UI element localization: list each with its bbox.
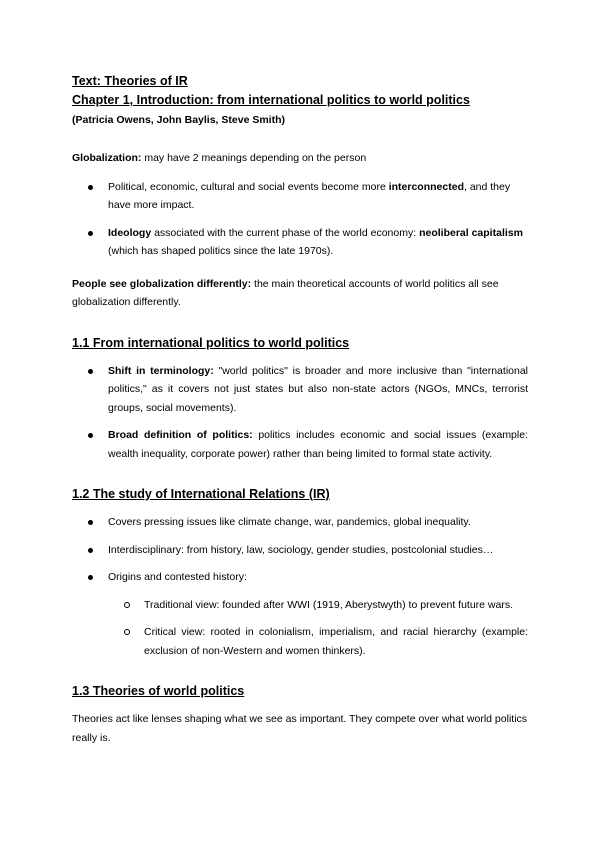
bullet-dot-icon bbox=[88, 369, 93, 374]
bullet-dot-icon bbox=[88, 433, 93, 438]
sub-list-item bbox=[108, 596, 528, 615]
list-item bbox=[72, 541, 528, 560]
bullet-text: "world politics" is broader and more inclusive than "international politics," as it covers not just states but also non-state actors (NGOs, MNCs, terrorist groups, social movements). bbox=[108, 364, 529, 414]
bullet-text: Origins and contested history: bbox=[108, 571, 247, 583]
bullet-dot-icon bbox=[88, 548, 93, 553]
authors-line: (Patricia Owens, John Baylis, Steve Smith) bbox=[72, 114, 285, 126]
bullet-text: associated with the current phase of the world economy: bbox=[151, 226, 420, 239]
people-see-paragraph bbox=[72, 275, 528, 312]
bullet-bold-text: Shift in terminology: bbox=[108, 364, 214, 377]
globalization-text: may have 2 meanings depending on the person bbox=[141, 152, 367, 164]
bullet-text: Interdisciplinary: from history, law, sociology, gender studies, postcolonial studies… bbox=[108, 543, 494, 556]
bullet-bold-text: neoliberal capitalism bbox=[419, 226, 523, 239]
section-1-1-bullet-list bbox=[72, 362, 528, 464]
section-heading-1-3: 1.3 Theories of world politics bbox=[72, 684, 245, 698]
text-title: Text: Theories of IR bbox=[72, 74, 188, 88]
globalization-bullet-list bbox=[72, 178, 528, 261]
bullet-dot-icon bbox=[88, 231, 93, 236]
list-item bbox=[72, 513, 528, 532]
globalization-paragraph bbox=[72, 149, 528, 168]
list-item bbox=[72, 224, 528, 261]
section-heading-1-2: 1.2 The study of International Relations (IR) bbox=[72, 487, 330, 501]
list-item bbox=[72, 362, 528, 418]
bullet-dot-icon bbox=[88, 185, 93, 190]
bullet-text: (which has shaped politics since the late 1970s). bbox=[108, 245, 334, 257]
bullet-bold-text: interconnected bbox=[388, 180, 464, 193]
bullet-text: Political, economic, cultural and social events become more bbox=[108, 180, 389, 193]
bullet-circle-icon bbox=[124, 629, 130, 635]
sub-bullet-text: Traditional view: founded after WWI (1919, Aberystwyth) to prevent future wars. bbox=[144, 598, 514, 611]
bullet-text: politics includes economic and social issues (example: wealth inequality, corporate power) rather than being limited to formal state activity. bbox=[108, 429, 528, 460]
people-see-label: People see globalization differently: bbox=[72, 277, 252, 290]
theories-paragraph: Theories act like lenses shaping what we see as important. They compete over what world politics really is. bbox=[72, 713, 528, 744]
list-item bbox=[72, 178, 528, 215]
bullet-dot-icon bbox=[88, 575, 93, 580]
bullet-bold-text: Ideology bbox=[108, 226, 152, 239]
section-1-2-bullet-list bbox=[72, 513, 528, 660]
origins-sub-list bbox=[108, 596, 528, 661]
sub-bullet-text: Critical view: rooted in colonialism, imperialism, and racial hierarchy (example: exclusion of non-Western and women thinkers). bbox=[144, 626, 528, 657]
bullet-text: Covers pressing issues like climate change, war, pandemics, global inequality. bbox=[108, 516, 471, 528]
bullet-bold-text: Broad definition of politics: bbox=[108, 429, 253, 441]
globalization-label: Globalization: bbox=[72, 152, 142, 164]
section-heading-1-1: 1.1 From international politics to world politics bbox=[72, 335, 350, 350]
list-item bbox=[72, 568, 528, 660]
list-item bbox=[72, 426, 528, 463]
sub-list-item bbox=[108, 623, 528, 660]
bullet-text: , and they have more impact. bbox=[108, 180, 511, 211]
bullet-dot-icon bbox=[88, 520, 93, 525]
bullet-circle-icon bbox=[124, 602, 130, 608]
document-content bbox=[72, 72, 528, 747]
people-see-text: the main theoretical accounts of world politics all see globalization differently. bbox=[72, 277, 499, 308]
chapter-title: Chapter 1, Introduction: from international politics to world politics bbox=[72, 93, 470, 107]
